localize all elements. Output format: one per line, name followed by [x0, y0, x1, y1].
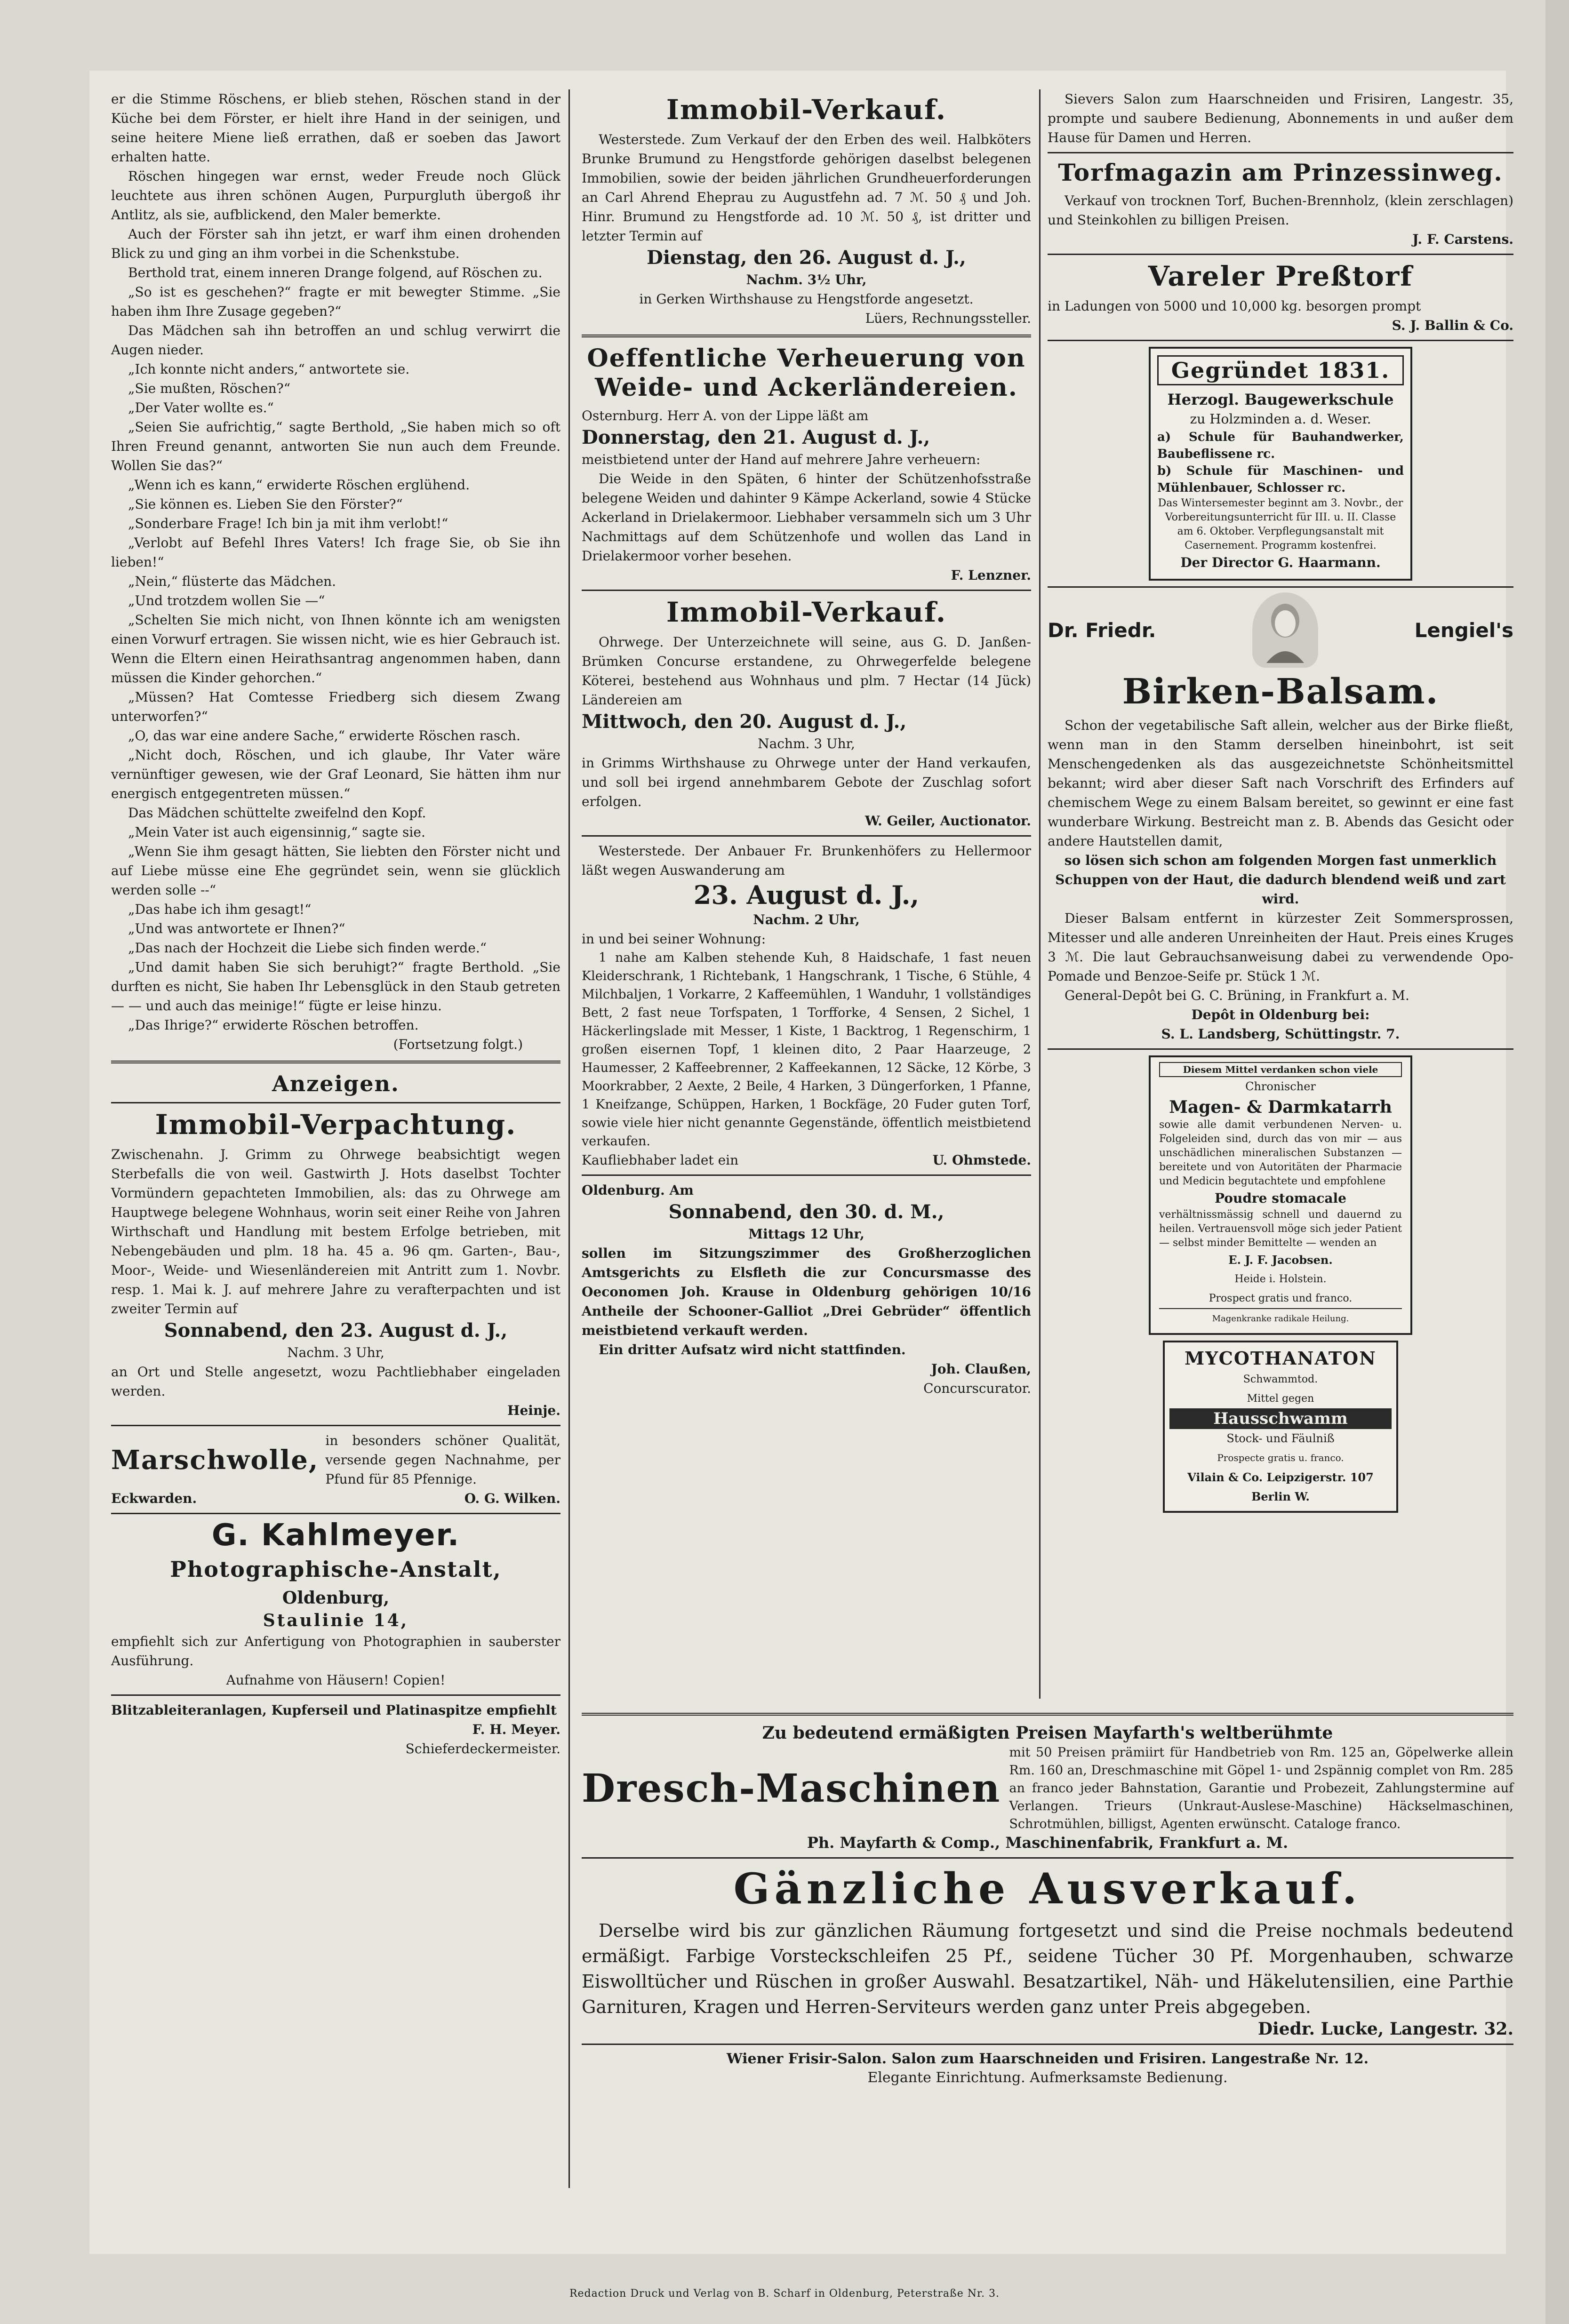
ad-title: Immobil-Verpachtung. [155, 1109, 517, 1141]
ad-signature: Joh. Claußen, [931, 1361, 1031, 1377]
ad-text: empfiehlt sich zur Anfertigung von Photographien in sauberster Ausführung. [111, 1634, 560, 1669]
story-paragraph: „Sie mußten, Röschen?“ [128, 381, 291, 396]
story-paragraph: „Schelten Sie mich nicht, von Ihnen könnte ich am wenigsten einen Vorwurf ertragen. Sie wissen nicht, wie es hier Gebrauch ist. Wenn die Eltern einen Heirathsantrag angenommen haben, dann müssen die Kinder gehorchen.“ [111, 612, 560, 686]
story-paragraph: „Sonderbare Frage! Ich bin ja mit ihm verlobt!“ [128, 516, 448, 531]
story-paragraph: „Und was antwortete er Ihnen?“ [128, 921, 345, 936]
ad-place: Heide i. Holstein. [1234, 1273, 1327, 1285]
ad-text: Mittel gegen [1247, 1393, 1314, 1405]
ad-text: Depôt in Oldenburg bei: [1191, 1007, 1370, 1022]
story-paragraph: er die Stimme Röschens, er blieb stehen, Röschen stand in der Küche bei dem Förster, er hielt ihre Hand in der seinigen, und seine heitere Miene ließ errathen, daß er soeben das Jawort erhalten hatte. [111, 91, 560, 165]
woman-portrait-icon [1259, 597, 1311, 663]
story-paragraph: „Sie können es. Lieben Sie den Förster?“ [128, 496, 403, 512]
wool-ad [111, 1431, 560, 1489]
ad-signature: Diedr. Lucke, Langestr. 32. [1257, 2019, 1513, 2039]
ad-text: Magenkranke radikale Heilung. [1159, 1308, 1402, 1328]
school-ad [1149, 347, 1412, 581]
story-paragraph: Röschen hingegen war ernst, weder Freude noch Glück leuchtete aus ihren schönen Augen, Purpurgluth übergoß ihr Antlitz, als sie, aufblickend, den Maler bemerkte. [111, 168, 560, 223]
ad-date: 23. August d. J., [693, 880, 920, 910]
ad-date: Sonnabend, den 30. d. M., [668, 1201, 945, 1223]
ad-signature-row [582, 1150, 1031, 1170]
story-paragraph: Das Mädchen schüttelte zweifelnd den Kopf. [128, 805, 426, 821]
ad-title: Zu bedeutend ermäßigten Preisen Mayfarth's weltberühmte [762, 1723, 1333, 1743]
ad-title: Oeffentliche Verheuerung von Weide- und Ackerländereien. [587, 344, 1026, 402]
story-paragraph: „Wenn ich es kann,“ erwiderte Röschen erglühend. [128, 477, 470, 493]
ad-date: Dienstag, den 26. August d. J., [647, 247, 966, 269]
section-title: Anzeigen. [272, 1071, 400, 1096]
ad-text: Hausschwamm [1169, 1408, 1392, 1429]
story-paragraph: „Das nach der Hochzeit die Liebe sich finden werde.“ [128, 940, 487, 956]
story-paragraph: „Das Ihrige?“ erwiderte Röschen betroffen. [128, 1017, 419, 1033]
ad-text: in besonders schöner Qualität, versende gegen Nachnahme, per Pfund für 85 Pfennige. [325, 1433, 560, 1487]
divider [582, 1857, 1513, 1859]
continued-note: (Fortsetzung folgt.) [393, 1037, 523, 1052]
divider [111, 1694, 560, 1696]
divider [582, 335, 1031, 337]
ad-title: Birken-Balsam. [1122, 671, 1439, 712]
thresher-ad [582, 1744, 1513, 1833]
ad-signature: S. J. Ballin & Co. [1392, 318, 1513, 333]
divider [111, 1513, 560, 1514]
ad-subtitle: Photographische-Anstalt, [170, 1557, 502, 1582]
ad-title: Immobil-Verkauf. [666, 596, 947, 628]
ad-text: a) Schule für Bauhandwerker, Baubeflissene rc. [1157, 430, 1404, 461]
ad-text: Zwischenahn. J. Grimm zu Ohrwege beabsichtigt wegen Sterbefalls die von weil. Gastwirth J. Hots daselbst Tochter Vormündern gepachteten Immobilien, als: das zu Ohrwege am Hauptwege belegene Wohnhaus, worin seit einer Reihe von Jahren Wirthschaft und Handlung mit bestem Erfolge betrieben, mit Nebengebäuden und plm. 18 ha. 45 a. 96 qm. Garten-, Bau-, Moor-, Weide- und Wiesenländereien mit Antritt zum 1. Novbr. resp. 1. Mai k. J. auf mehrere Jahre zu verafterpachten und ist zweiter Termin auf [111, 1147, 560, 1317]
ad-text: sollen im Sitzungszimmer des Großherzoglichen Amtsgerichts zu Elsfleth die zur Concursmasse des Oeconomen Joh. Krause in Oldenburg gehörigen 10/16 Antheile der Schooner-Galliot „Drei Gebrüder“ öffentlich meistbietend verkauft werden. [582, 1246, 1031, 1338]
column-divider [568, 89, 570, 2188]
ad-text: b) Schule für Maschinen- und Mühlenbauer, Schlosser rc. [1157, 464, 1404, 495]
ad-title: Gänzliche Ausverkauf. [733, 1864, 1362, 1914]
ad-text: Blitzableiteranlagen, Kupferseil und Platinaspitze empfiehlt [111, 1702, 557, 1718]
story-paragraph: „Der Vater wollte es.“ [128, 400, 274, 415]
ad-date: Mittwoch, den 20. August d. J., [582, 711, 907, 733]
ad-title: Immobil-Verkauf. [666, 94, 947, 126]
ad-text: an Ort und Stelle angesetzt, wozu Pachtliebhaber eingeladen werden. [111, 1364, 560, 1399]
story-paragraph: Auch der Förster sah ihn jetzt, er warf ihm einen drohenden Blick zu und ging an ihm vorbei in die Schenkstube. [111, 226, 560, 261]
page-edge [1545, 0, 1569, 2324]
ad-signature: O. G. Wilken. [464, 1491, 560, 1506]
ad-text: zu Holzminden a. d. Weser. [1190, 411, 1371, 427]
ad-text: Oldenburg. Am [582, 1182, 694, 1198]
ad-title: Marschwolle, [111, 1444, 319, 1476]
story-paragraph: „Das habe ich ihm gesagt!“ [128, 902, 312, 917]
ad-text: in und bei seiner Wohnung: [582, 931, 766, 947]
ad-signature: J. F. Carstens. [1412, 232, 1513, 247]
ad-text: mit 50 Preisen prämiirt für Handbetrieb von Rm. 125 an, Göpelwerke allein Rm. 160 an, Dreschmaschine mit Göpel 1- und 2spännig complet von Rm. 285 an franco jeder Bahnstation, Garantie und Probezeit, Zahlungstermine auf Verlangen. Trieurs (Unkraut-Auslese-Maschine) Häckselmaschinen, Schrotmühlen, billigst, Agenten erwünscht. Cataloge franco. [1009, 1745, 1513, 1831]
ad-signature: Vilain & Co. Leipzigerstr. 107 Berlin W. [1187, 1470, 1374, 1503]
divider [111, 1425, 560, 1426]
story-paragraph: „Und damit haben Sie sich beruhigt?“ fragte Berthold. „Sie durften es nicht, Sie haben Ihr Lebensglück in den Staub getreten — — und auch das meinige!“ fügte er leise hinzu. [111, 959, 560, 1014]
ad-text: Wiener Frisir-Salon. Salon zum Haarschneiden und Frisiren. Langestraße Nr. 12. [726, 2051, 1369, 2067]
ad-role: Concurscurator. [923, 1381, 1031, 1396]
ad-text: Sievers Salon zum Haarschneiden und Frisiren, Langestr. 35, prompte und saubere Bedienung, Abonnements in und außer dem Hause für Damen und Herren. [1048, 91, 1513, 145]
ad-text: Schwammtod. [1243, 1374, 1318, 1385]
ad-text: Ein dritter Aufsatz wird nicht stattfinden. [599, 1342, 906, 1358]
portrait-illustration [1252, 592, 1318, 668]
ad-text: General-Depôt bei G. C. Brüning, in Frankfurt a. M. [1065, 988, 1409, 1003]
story-paragraph: „Mein Vater ist auch eigensinnig,“ sagte sie. [128, 824, 425, 840]
ad-role: Schieferdeckermeister. [405, 1741, 560, 1757]
ad-time: Nachm. 2 Uhr, [753, 912, 860, 927]
ad-signature: S. L. Landsberg, Schüttingstr. 7. [1161, 1026, 1400, 1042]
ad-items: 1 nahe am Kalben stehende Kuh, 8 Haidschafe, 1 fast neuen Kleiderschrank, 1 Richtebank, 1 Hangschrank, 1 Tische, 6 Stühle, 4 Milchbaljen, 1 Vorkarre, 2 Kaffeemühlen, 1 Wanduhr, 1 vollständiges Bett, 2 fast neue Torfspaten, 1 Torfforke, 4 Sensen, 2 Sichel, 1 Häckerlingslade mit Messer, 1 Kiste, 1 Backtrog, 1 Regenschirm, 1 großen eisernen Topf, 1 kleinen dito, 2 Paar Haarzeuge, 2 Haumesser, 2 Kaffeebrenner, 2 Kaffeekannen, 12 Säcke, 12 Körbe, 3 Moorkrabber, 2 Aexte, 2 Beile, 4 Harken, 3 Düngerforken, 1 Pfanne, 1 Kneifzange, Schüppen, Harken, 1 Bockfäge, 20 Fuder guten Torf, sowie viele hier nicht genannte Gegenstände, öffentlich meistbietend verkaufen. [582, 950, 1031, 1149]
ad-text: Das Wintersemester beginnt am 3. Novbr., der Vorbereitungsunterricht für III. u. II. Classe am 6. Oktober. Verpflegungsanstalt mit Casernement. Programm kostenfrei. [1158, 497, 1403, 551]
divider [582, 835, 1031, 837]
ad-signature-row [111, 1489, 560, 1508]
divider [1048, 340, 1513, 341]
balsam-header [1048, 592, 1513, 668]
column-2 [582, 89, 1031, 1398]
divider [582, 1174, 1031, 1176]
ad-date: Donnerstag, den 21. August d. J., [582, 426, 930, 448]
story-paragraph: „Müssen? Hat Comtesse Friedberg sich diesem Zwang unterworfen?“ [111, 689, 560, 724]
stomach-ad [1149, 1055, 1412, 1335]
ad-text: Verkauf von trocknen Torf, Buchen-Brennholz, (klein zerschlagen) und Steinkohlen zu billigen Preisen. [1048, 193, 1513, 228]
ad-subtitle: Herzogl. Baugewerkschule [1167, 391, 1394, 408]
ad-text: Stock- und Fäulniß [1226, 1432, 1335, 1445]
ad-text: Diesem Mittel verdanken schon viele [1159, 1062, 1402, 1077]
divider [1048, 152, 1513, 153]
story-paragraph: Berthold trat, einem inneren Drange folgend, auf Röschen zu. [128, 265, 543, 280]
ad-text: Westerstede. Zum Verkauf der den Erben des weil. Halbköters Brunke Brumund zu Hengstforde gehörigen daselbst belegenen Immobilien, sowie der beiden jährlichen Grundheuerforderungen an Carl Ahrend Eheprau zu Augustfehn ad. 7 ℳ. 50 ₰ und Joh. Hinr. Brumund zu Hengstforde ad. 10 ℳ. 50 ₰, ist dritter und letzter Termin auf [582, 132, 1031, 244]
ad-text: Dieser Balsam entfernt in kürzester Zeit Sommersprossen, Mitesser und alle anderen Unreinheiten der Haut. Preis eines Kruges 3 ℳ. Die laut Gebrauchsanweisung dabei zu verwendende Opo-Pomade und Benzoe-Seife pr. Stück 1 ℳ. [1048, 910, 1513, 984]
ad-text: Derselbe wird bis zur gänzlichen Räumung fortgesetzt und sind die Preise nochmals bedeutend ermäßigt. Farbige Vorsteckschleifen 25 Pf., seidene Tücher 30 Pf. Morgenhauben, schwarze Eiswolltücher und Rüschen in großer Auswahl. Besatzartikel, Näh- und Häkelutensilien, eine Parthie Garnituren, Kragen und Herren-Serviteurs werden ganz unter Preis abgegeben. [582, 1920, 1513, 2017]
ad-text: in Grimms Wirthshause zu Ohrwege unter der Hand verkaufen, und soll bei irgend annehmbarem Gebote der Zuschlag sofort erfolgen. [582, 755, 1031, 809]
ad-time: Nachm. 3 Uhr, [758, 736, 855, 751]
divider [582, 1713, 1513, 1716]
divider [1048, 586, 1513, 588]
ad-signature: U. Ohmstede. [932, 1152, 1031, 1168]
ad-time: Nachm. 3 Uhr, [287, 1345, 384, 1360]
ad-title: Torfmagazin am Prinzessinweg. [1058, 159, 1503, 186]
divider [582, 590, 1031, 591]
ad-street: Staulinie 14, [263, 1611, 409, 1630]
ad-text: Aufnahme von Häusern! Copien! [226, 1672, 446, 1688]
story-paragraph: „Wenn Sie ihm gesagt hätten, Sie liebten den Förster nicht und auf Liebe müsse eine Ehe gegründet sein, wenn sie glücklich werden solle --“ [111, 844, 560, 898]
ad-time: Mittags 12 Uhr, [748, 1226, 865, 1242]
ad-title: Gegründet 1831. [1157, 355, 1404, 385]
ad-text: Elegante Einrichtung. Aufmerksamste Bedienung. [867, 2069, 1228, 2086]
divider [582, 2044, 1513, 2045]
divider [1048, 1048, 1513, 1050]
divider [111, 1061, 560, 1063]
ad-time: Nachm. 3½ Uhr, [746, 272, 867, 288]
story-paragraph: „Seien Sie aufrichtig,“ sagte Berthold, „Sie haben mich so oft Ihren Freund genannt, antworten Sie nun auch dem Freunde. Wollen Sie das?“ [111, 419, 560, 473]
ad-text: Ohrwege. Der Unterzeichnete will seine, aus G. D. Janßen-Brümken Concurse erstandene, zu Ohrwegerfelde belegene Köterei, bestehend aus Wohnhaus und plm. 7 Hectar (14 Jück) Ländereien am [582, 634, 1031, 708]
ad-title: Vareler Preßtorf [1148, 260, 1413, 292]
story-paragraph: „Nicht doch, Röschen, und ich glaube, Ihr Vater wäre vernünftiger gewesen, wie der Graf Leonard, Sie hätten ihm nur energisch entgegentreten müssen.“ [111, 747, 560, 801]
ad-text: Chronischer [1245, 1080, 1316, 1093]
story-paragraph: „Verlobt auf Befehl Ihres Vaters! Ich frage Sie, ob Sie ihn lieben!“ [111, 535, 560, 570]
column-divider [1039, 89, 1041, 1699]
ad-text: verhältnissmässig schnell und dauernd zu heilen. Vertrauensvoll möge sich jeder Patient — selbst minder Bemittelte — wenden an [1159, 1209, 1402, 1249]
bottom-ads [582, 1713, 1513, 2087]
ad-signature: Ph. Mayfarth & Comp., Maschinenfabrik, Frankfurt a. M. [807, 1834, 1289, 1852]
story-paragraph: Das Mädchen sah ihn betroffen an und schlug verwirrt die Augen nieder. [111, 323, 560, 358]
ad-title: Dr. Friedr. [1048, 618, 1156, 642]
ad-text: Prospecte gratis u. franco. [1217, 1452, 1344, 1463]
ad-text: Schon der vegetabilische Saft allein, welcher aus der Birke fließt, wenn man in den Stamm derselben hineinbohrt, ist seit Menschengedenken als das ausgezeichnetste Schönheitsmittel bekannt; wird aber dieser Saft nach Vorschrift des Erfinders auf chemischem Wege zu einem Balsam bereitet, so gewinnt er eine fast wunderbare Wirkung. Bestreicht man z. B. Abends das Gesicht oder andere Hautstellen damit, [1048, 718, 1513, 849]
mycothanaton-ad [1163, 1341, 1398, 1513]
ad-signature: W. Geiler, Auctionator. [865, 813, 1031, 829]
ad-place: Eckwarden. [111, 1491, 197, 1506]
ad-text: Kaufliebhaber ladet ein [582, 1152, 739, 1168]
story-paragraph: „Nein,“ flüsterte das Mädchen. [128, 574, 336, 589]
ad-title: MYCOTHANATON [1185, 1348, 1377, 1369]
ad-date: Sonnabend, den 23. August d. J., [164, 1319, 508, 1342]
divider [111, 1102, 560, 1103]
story-paragraph: „O, das war eine andere Sache,“ erwiderte Röschen rasch. [128, 728, 520, 743]
ad-title: Dresch-Maschinen [582, 1766, 1001, 1811]
ad-title: Lengiel's [1414, 618, 1513, 642]
imprint-footer: Redaction Druck und Verlag von B. Scharf in Oldenburg, Peterstraße Nr. 3. [569, 2288, 1000, 2300]
divider [1048, 254, 1513, 255]
column-3 [1048, 89, 1513, 1518]
ad-signature: Der Director G. Haarmann. [1180, 555, 1381, 570]
story-paragraph: „Ich konnte nicht anders,“ antwortete sie. [128, 361, 410, 377]
story-paragraph: „Und trotzdem wollen Sie —“ [128, 593, 325, 608]
ad-signature: Lüers, Rechnungssteller. [865, 311, 1031, 326]
ad-text: Osternburg. Herr A. von der Lippe läßt am [582, 408, 869, 423]
ad-title: Magen- & Darmkatarrh [1169, 1097, 1392, 1117]
ad-text: Prospect gratis und franco. [1209, 1293, 1353, 1304]
ad-signature: E. J. F. Jacobsen. [1228, 1253, 1333, 1267]
story-paragraph: „So ist es geschehen?“ fragte er mit bewegter Stimme. „Sie haben ihm Ihre Zusage gegeben?“ [111, 284, 560, 319]
ad-text: in Ladungen von 5000 und 10,000 kg. besorgen prompt [1048, 298, 1421, 314]
story-text [111, 89, 560, 1035]
ad-text-bold: so lösen sich schon am folgenden Morgen fast unmerklich Schuppen von der Haut, die dadurch blendend weiß und zart wird. [1055, 853, 1506, 907]
ad-product: Poudre stomacale [1214, 1190, 1346, 1206]
ad-signature: Heinje. [507, 1403, 560, 1418]
ad-text: Die Weide in den Späten, 6 hinter der Schützenhofsstraße belegene Weiden und dahinter 9 Kämpe Ackerland, sowie 4 Stücke Ackerland in Drielakermoor. Liebhaber versammeln sich um 3 Uhr Nachmittags auf dem Schützenhofe und wollen das Land in Drielakermoor vorher besehen. [582, 471, 1031, 564]
ad-text: Westerstede. Der Anbauer Fr. Brunkenhöfers zu Hellermoor läßt wegen Auswanderung am [582, 843, 1031, 878]
ad-title: G. Kahlmeyer. [211, 1518, 460, 1553]
ad-text: meistbietend unter der Hand auf mehrere Jahre verheuern: [582, 452, 981, 467]
ad-city: Oldenburg, [282, 1588, 390, 1608]
column-1 [111, 89, 560, 1758]
ad-text: sowie alle damit verbundenen Nerven- u. Folgeleiden sind, durch das von mir — aus unschädlichen mineralischen Substanzen — bereitete und von Autoritäten der Pharmacie und Medicin begutachtete und empfohlene [1159, 1119, 1402, 1187]
ad-text: in Gerken Wirthshause zu Hengstforde angesetzt. [639, 291, 974, 307]
ad-signature: F. Lenzner. [951, 567, 1031, 583]
ad-signature: F. H. Meyer. [472, 1722, 560, 1737]
